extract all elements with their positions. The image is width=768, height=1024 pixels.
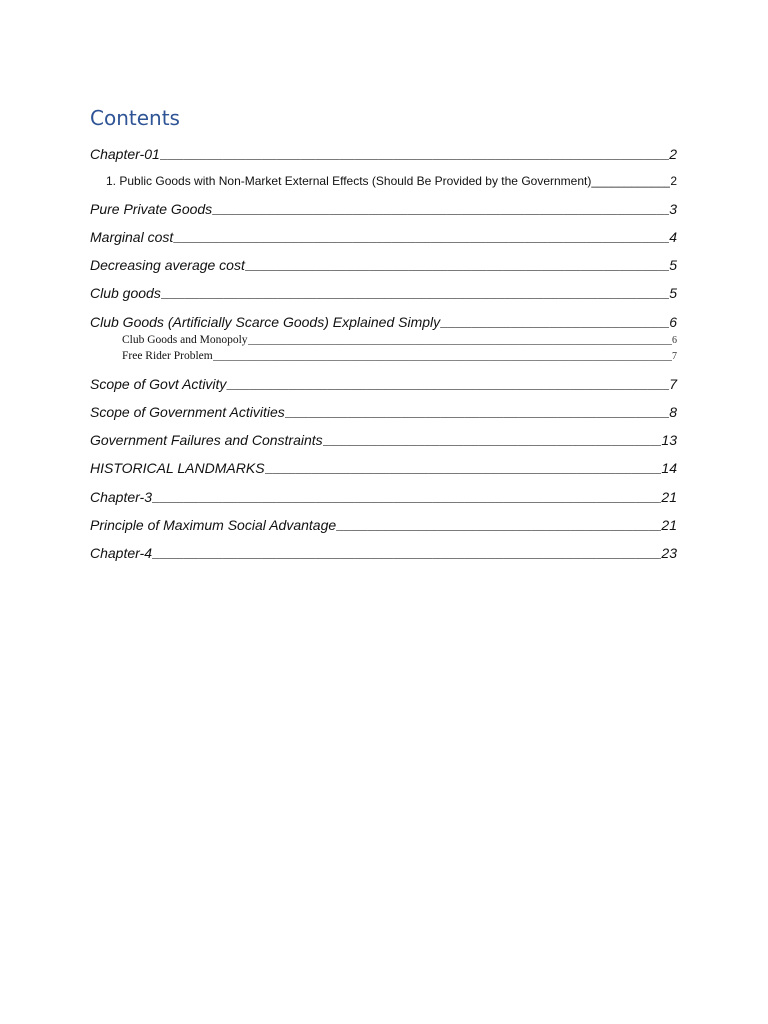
toc-entry-club-goods-monopoly[interactable]	[122, 331, 677, 346]
toc-entry-free-rider-problem[interactable]	[122, 347, 677, 362]
toc-leader	[212, 202, 669, 217]
toc-entry-chapter-01[interactable]	[90, 142, 677, 162]
toc-page-number: 7	[672, 351, 677, 362]
toc-entry-label: HISTORICAL LANDMARKS	[90, 460, 265, 476]
toc-leader	[265, 461, 662, 476]
toc-entry-label: Decreasing average cost	[90, 257, 245, 273]
toc-leader	[440, 315, 669, 330]
toc-leader	[152, 490, 661, 505]
toc-entry-label: Scope of Govt Activity	[90, 376, 227, 392]
toc-page-number: 2	[670, 174, 677, 188]
toc-leader	[152, 546, 661, 561]
toc-entry-label: Club goods	[90, 285, 161, 301]
toc-entry-club-goods[interactable]	[90, 281, 677, 301]
toc-page-number: 4	[669, 229, 677, 245]
toc-page-number: 8	[669, 404, 677, 420]
toc-entry-label: Government Failures and Constraints	[90, 432, 323, 448]
toc-entry-label: Club Goods (Artificially Scarce Goods) Explained Simply	[90, 314, 441, 330]
toc-leader	[285, 405, 669, 420]
toc-leader	[323, 433, 662, 448]
toc-entry-marginal-cost[interactable]	[90, 225, 677, 245]
toc-entry-chapter-4[interactable]	[90, 541, 677, 561]
toc-leader	[173, 230, 669, 245]
toc-leader	[591, 174, 670, 188]
toc-entry-principle-max-social-advantage[interactable]	[90, 513, 677, 533]
toc-title: Contents	[90, 106, 180, 130]
toc-entry-label: Marginal cost	[90, 229, 174, 245]
toc-leader	[160, 147, 669, 162]
toc-entry-label: Chapter-4	[90, 545, 153, 561]
toc-page-number: 13	[661, 432, 677, 448]
toc-page-number: 3	[669, 201, 677, 217]
toc-leader	[248, 334, 672, 346]
toc-page-number: 6	[672, 335, 677, 346]
toc-page-number: 7	[669, 376, 677, 392]
toc-entry-label: Scope of Government Activities	[90, 404, 285, 420]
toc-page-number: 21	[661, 489, 677, 505]
toc-page-number: 14	[661, 460, 677, 476]
toc-page-number: 21	[661, 517, 677, 533]
toc-page-number: 6	[669, 314, 677, 330]
toc-entry-label: Chapter-01	[90, 146, 160, 162]
toc-leader	[161, 286, 669, 301]
toc-entry-label: 1. Public Goods with Non-Market External Effects (Should Be Provided by the Government)	[106, 174, 592, 188]
toc-page-number: 5	[669, 285, 677, 301]
toc-page-number: 23	[661, 545, 677, 561]
toc-entry-historical-landmarks[interactable]	[90, 456, 677, 476]
toc-leader	[245, 258, 669, 273]
toc-entry-label: Club Goods and Monopoly	[122, 334, 248, 346]
toc-entry-chapter-3[interactable]	[90, 485, 677, 505]
toc-entry-government-failures[interactable]	[90, 428, 677, 448]
toc-entry-public-goods[interactable]	[106, 172, 677, 188]
toc-entry-label: Chapter-3	[90, 489, 153, 505]
toc-entry-label: Pure Private Goods	[90, 201, 213, 217]
toc-entry-scope-of-government-activities[interactable]	[90, 400, 677, 420]
toc-page-number: 5	[669, 257, 677, 273]
toc-entry-decreasing-average-cost[interactable]	[90, 253, 677, 273]
toc-entry-scope-of-govt-activity[interactable]	[90, 372, 677, 392]
toc-entry-club-goods-explained[interactable]	[90, 310, 677, 330]
toc-leader	[336, 518, 661, 533]
toc-page-number: 2	[669, 146, 677, 162]
toc-entry-label: Principle of Maximum Social Advantage	[90, 517, 337, 533]
toc-entry-label: Free Rider Problem	[122, 350, 213, 362]
toc-entry-pure-private-goods[interactable]	[90, 197, 677, 217]
toc-leader	[226, 377, 669, 392]
toc-leader	[213, 350, 672, 362]
